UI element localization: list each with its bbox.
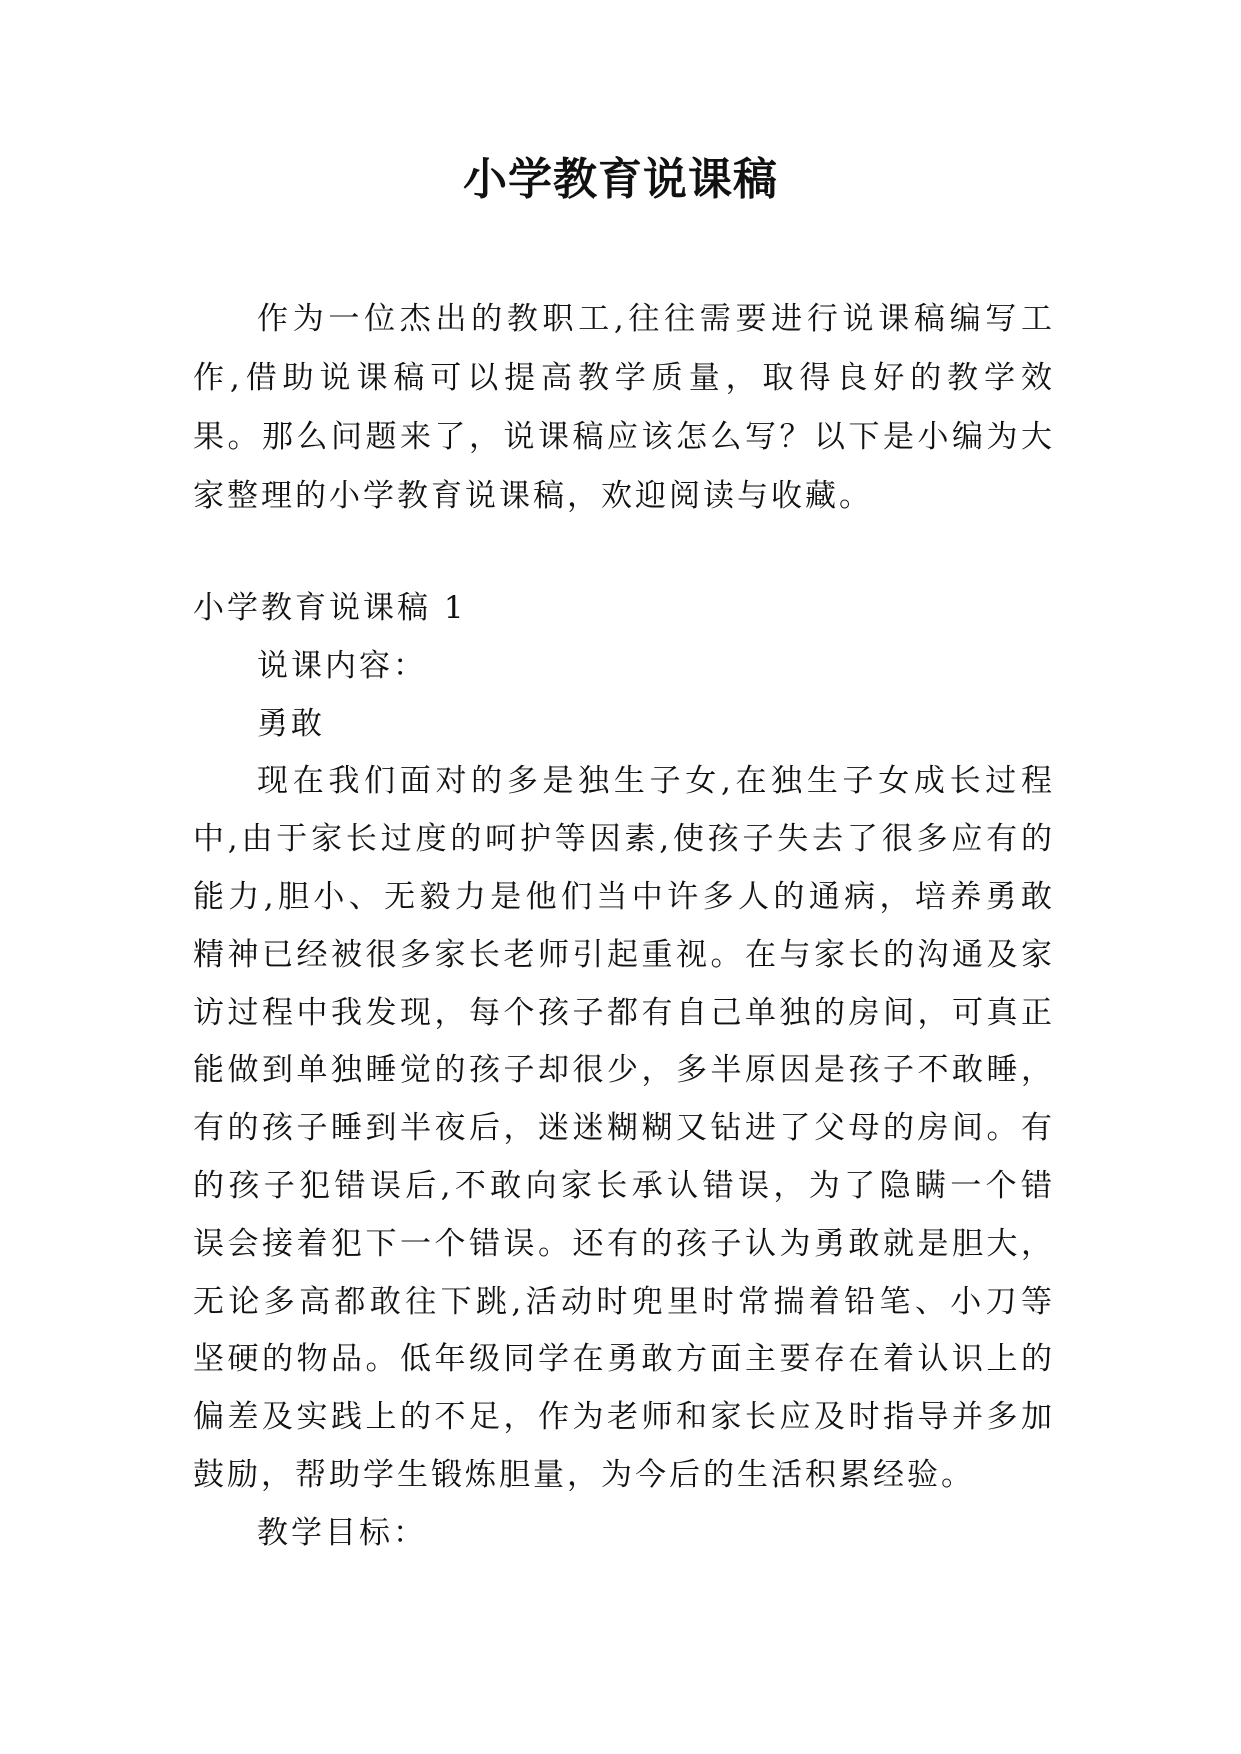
document-body [193, 580, 1055, 1563]
body-paragraph: 现在我们面对的多是独生子女,在独生子女成长过程中,由于家长过度的呵护等因素,使孩子失去了很多应有的能力,胆小、无毅力是他们当中许多人的通病，培养勇敢精神已经被很多家长老师引起重视。在与家长的沟通及家访过程中我发现，每个孩子都有自己单独的房间，可真正能做到单独睡觉的孩子却很少，多半原因是孩子不敢睡，有的孩子睡到半夜后，迷迷糊糊又钻进了父母的房间。有的孩子犯错误后,不敢向家长承认错误，为了隐瞒一个错误会接着犯下一个错误。还有的孩子认为勇敢就是胆大，无论多高都敢往下跳,活动时兜里时常揣着铅笔、小刀等坚硬的物品。低年级同学在勇敢方面主要存在着认识上的偏差及实践上的不足，作为老师和家长应及时指导并多加鼓励，帮助学生锻炼胆量，为今后的生活积累经验。 [193, 763, 1055, 1493]
content-label: 说课内容： [257, 647, 427, 684]
document-title: 小学教育说课稿 [463, 154, 778, 205]
section-heading: 小学教育说课稿 1 [193, 590, 467, 626]
lesson-name: 勇敢 [257, 705, 325, 742]
goals-label: 教学目标： [257, 1514, 427, 1551]
intro-paragraph: 作为一位杰出的教职工,往往需要进行说课稿编写工作,借助说课稿可以提高教学质量，取得良好的教学效果。那么问题来了，说课稿应该怎么写？以下是小编为大家整理的小学教育说课稿，欢迎阅读与收藏。 [193, 301, 1055, 514]
